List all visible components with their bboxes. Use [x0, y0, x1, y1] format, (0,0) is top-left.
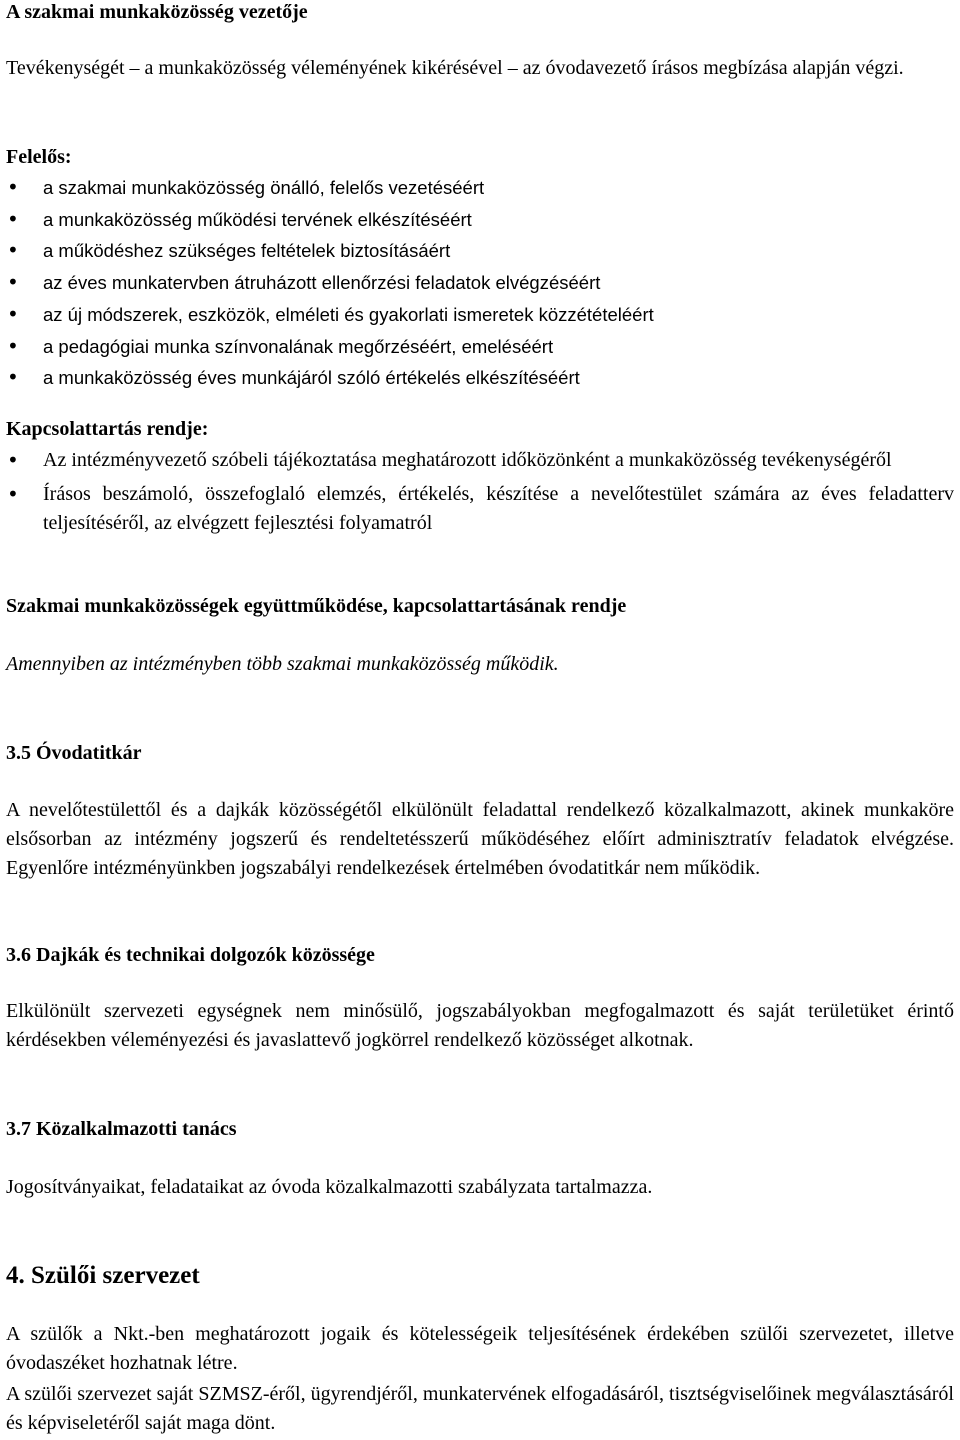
paragraph-3-5: A nevelőtestülettől és a dajkák közösségétől elkülönült feladattal rendelkező közalkalmazott, akinek munkaköre elsősorban az intézmény jogszerű és rendeltetésszerű működéséhez előírt adminisztratív feladatok elvégzése. Egyenlőre intézményünkben jogszabályi rendelkezések értelmében óvodatitkár nem működik.	[6, 799, 954, 879]
heading-3-6: 3.6 Dajkák és technikai dolgozók közössége	[6, 944, 375, 966]
contact-list	[6, 446, 954, 538]
heading-4: 4. Szülői szervezet	[6, 1262, 200, 1289]
contact-heading: Kapcsolattartás rendje:	[6, 418, 209, 440]
list-item: • a munkaközösség működési tervének elkészítéséért	[6, 204, 954, 236]
cooperation-heading: Szakmai munkaközösségek együttműködése, kapcsolattartásának rendje	[6, 595, 627, 617]
cooperation-text: Amennyiben az intézményben több szakmai munkaközösség működik.	[6, 653, 559, 675]
list-item: • a működéshez szükséges feltételek biztosításáért	[6, 235, 954, 267]
list-item: • a szakmai munkaközösség önálló, felelős vezetéséért	[6, 172, 954, 204]
heading-3-5: 3.5 Óvodatitkár	[6, 742, 142, 764]
list-item: • az éves munkatervben átruházott ellenőrzési feladatok elvégzéséért	[6, 267, 954, 299]
paragraph-3-7: Jogosítványaikat, feladataikat az óvoda közalkalmazotti szabályzata tartalmazza.	[6, 1176, 653, 1198]
paragraph-4-2: A szülői szervezet saját SZMSZ-éről, ügyrendjéről, munkatervének elfogadásáról, tisztségviselőinek megválasztásáról és képviseletéről saját maga dönt.	[6, 1383, 954, 1434]
list-item: • Írásos beszámoló, összefoglaló elemzés, értékelés, készítése a nevelőtestület számára az éves feladatterv teljesítéséről, az elvégzett fejlesztési folyamatról	[6, 480, 954, 538]
responsible-heading: Felelős:	[6, 146, 72, 168]
paragraph-4-1: A szülők a Nkt.-ben meghatározott jogaik és kötelességeik teljesítésének érdekében szülői szervezetet, illetve óvodaszéket hozhatnak létre.	[6, 1323, 954, 1374]
intro-paragraph: Tevékenységét – a munkaközösség véleményének kikérésével – az óvodavezető írásos megbízása alapján végzi.	[6, 57, 904, 79]
list-item: • a munkaközösség éves munkájáról szóló értékelés elkészítéséért	[6, 362, 954, 394]
responsible-list	[6, 172, 954, 394]
list-item: • Az intézményvezető szóbeli tájékoztatása meghatározott időközönként a munkaközösség tevékenységéről	[6, 446, 954, 475]
paragraph-3-6: Elkülönült szervezeti egységnek nem minősülő, jogszabályokban megfogalmazott és saját területüket érintő kérdésekben véleményezési és javaslattevő jogkörrel rendelkező közösséget alkotnak.	[6, 1000, 954, 1051]
section-header: A szakmai munkaközösség vezetője	[6, 1, 308, 23]
heading-3-7: 3.7 Közalkalmazotti tanács	[6, 1118, 237, 1140]
list-item: • a pedagógiai munka színvonalának megőrzéséért, emeléséért	[6, 331, 954, 363]
list-item: • az új módszerek, eszközök, elméleti és gyakorlati ismeretek közzétételéért	[6, 299, 954, 331]
